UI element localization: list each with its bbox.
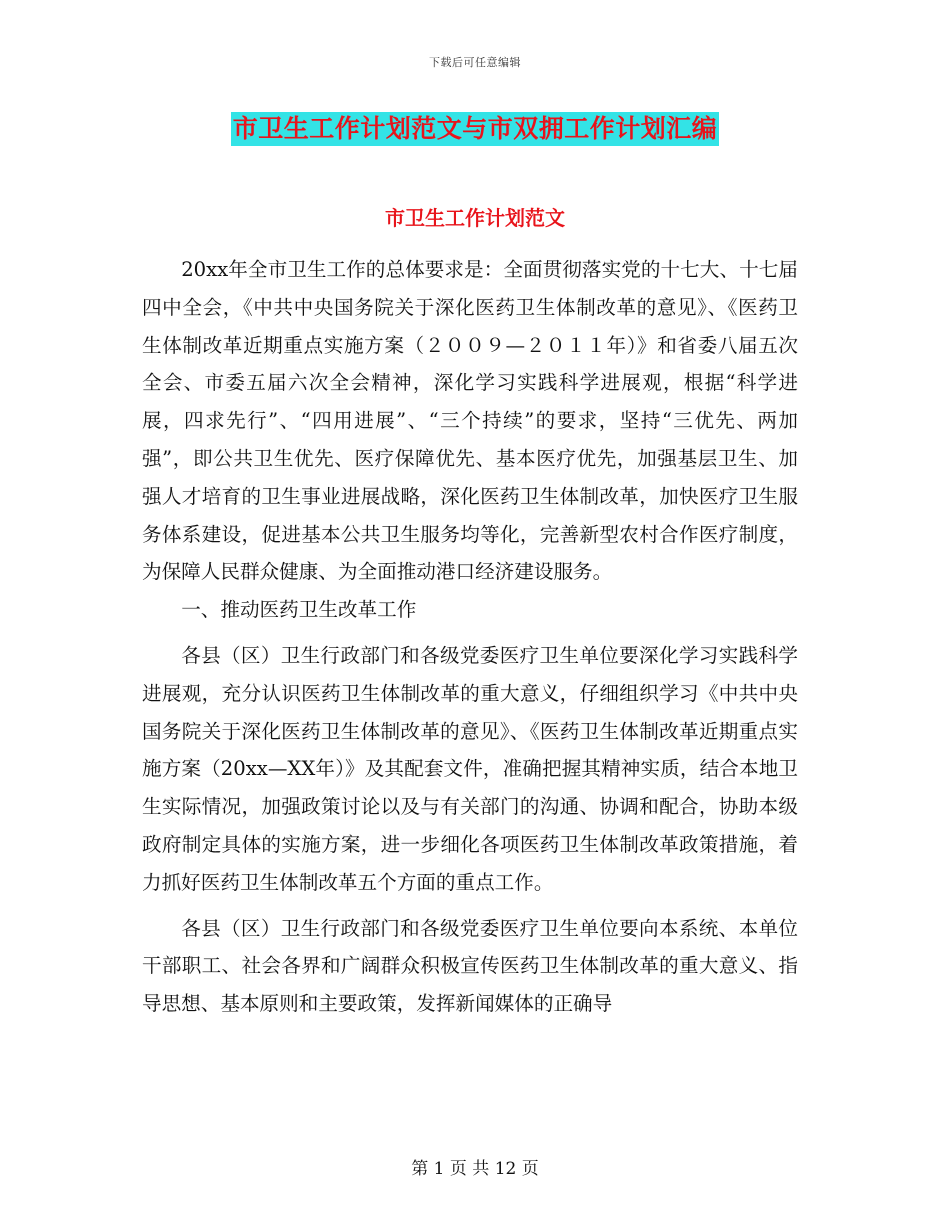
section-title: 市卫生工作计划范文 xyxy=(385,206,565,230)
main-title: 市卫生工作计划范文与市双拥工作计划汇编 xyxy=(231,112,720,146)
document-body xyxy=(142,221,798,1023)
page-number: 第 1 页 共 12 页 xyxy=(411,1159,539,1179)
page-header-note: 下载后可任意编辑 xyxy=(429,56,521,69)
section-heading-1: 一、推动医药卫生改革工作 xyxy=(181,598,417,622)
paragraph-intro: 20xx年全市卫生工作的总体要求是：全面贯彻落实党的十七大、十七届四中全会，《中共中央国务院关于深化医药卫生体制改革的意见》、《医药卫生体制改革近期重点实施方案（２００９—２０１１年）》和省委八届五次全会、市委五届六次全会精神，深化学习实践科学进展观，根据“科学进展，四求先行”、“四用进展”、“三个持续”的要求，坚持“三优先、两加强”，即公共卫生优先、医疗保障优先、基本医疗优先，加强基层卫生、加强人才培育的卫生事业进展战略，深化医药卫生体制改革，加快医疗卫生服务体系建设，促进基本公共卫生服务均等化，完善新型农村合作医疗制度，为保障人民群众健康、为全面推动港口经济建设服务。 xyxy=(142,258,798,584)
main-title-container xyxy=(0,112,950,146)
paragraph-reform-2: 各县（区）卫生行政部门和各级党委医疗卫生单位要向本系统、本单位干部职工、社会各界和广阔群众积极宣传医药卫生体制改革的重大意义、指导思想、基本原则和主要政策，发挥新闻媒体的正确导 xyxy=(142,916,798,1016)
paragraph-reform-1: 各县（区）卫生行政部门和各级党委医疗卫生单位要深化学习实践科学进展观，充分认识医药卫生体制改革的重大意义，仔细组织学习《中共中央国务院关于深化医药卫生体制改革的意见》、《医药卫生体制改革近期重点实施方案（20xx—XX年）》及其配套文件，准确把握其精神实质，结合本地卫生实际情况，加强政策讨论以及与有关部门的沟通、协调和配合，协助本级政府制定具体的实施方案，进一步细化各项医药卫生体制改革政策措施，着力抓好医药卫生体制改革五个方面的重点工作。 xyxy=(142,643,798,894)
